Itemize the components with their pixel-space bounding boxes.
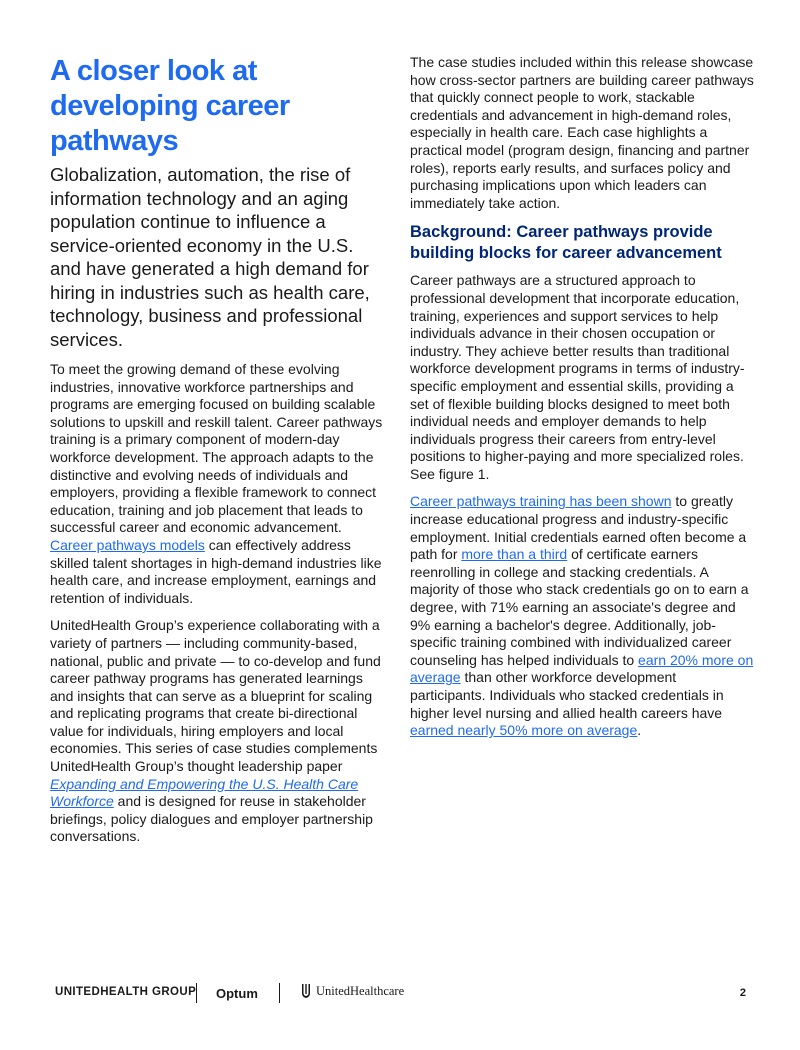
right-p3-text-b: of certificate earners reenrolling in college and stacking credentials. A majority of those who stack credentials go on to earn a degree, with 71% earning an associate's degree and 9% earning a bachelor's degree. Additionally, job-specific training combined with individualized career counseling has helped individuals to [410,546,749,668]
page-number: 2 [739,987,746,999]
left-p2-text-a: UnitedHealth Group’s experience collaborating with a variety of partners — including community-based, national, public and private — to co-develop and fund career pathway programs has generated learnings and insights that can serve as a blueprint for scaling and replicating programs that create bi-directional value for individuals, hiring employers and local economies. This series of case studies complements UnitedHealth Group’s thought leadership paper [50,617,381,775]
footer-divider-2 [279,983,280,1003]
title-line-1: A closer look at [50,55,257,87]
section-heading-background: Background: Career pathways provide building blocks for career advancement [410,223,722,263]
right-paragraph-3 [410,493,755,739]
unitedhealthcare-logo [301,983,404,999]
title-line-2: developing career [50,90,290,122]
optum-logo: Optum [216,986,258,1001]
left-p1-text-b: can effectively address skilled talent shortages in high-demand industries like health care, and increase employment, earnings and retention of individuals. [50,536,382,606]
right-p3-text-d: . [637,722,642,739]
left-paragraph-1 [50,361,386,607]
left-p2-text-b: and is designed for reuse in stakeholder briefings, policy dialogues and employer partnership conversations. [50,793,373,845]
training-shown-link[interactable]: Career pathways training has been shown [410,493,672,510]
unitedhealthcare-wordmark: UnitedHealthcare [316,983,405,998]
footer [55,983,755,1005]
left-p1-text-a: To meet the growing demand of these evolving industries, innovative workforce partnerships and programs are emerging focused on building scalable solutions to upskill and reskill talent. Career pathways training is a primary component of modern-day workforce development. The approach adapts to the distinctive and evolving needs of individuals and employers, providing a flexible framework to connect education, training and job placement that leads to successful career and economic advancement. [50,361,383,536]
right-p3-text-a: to greatly increase educational progress and industry-specific employment. Initial credentials earned often become a path for [410,493,747,563]
footer-divider-1 [196,983,197,1003]
expanding-workforce-paper-link[interactable]: Expanding and Empowering the U.S. Health Care Workforce [50,775,359,810]
career-pathways-models-link[interactable]: Career pathways models [50,536,205,553]
page-title [50,54,386,159]
uhc-shield-icon [301,983,311,999]
right-paragraph-1: The case studies included within this release showcase how cross-sector partners are building career pathways that quickly connect people to work, stackable credentials and advancement in high-demand roles, especially in health care. Each case highlights a practical model (program design, financing and partner roles), reports early results, and surfaces policy and purchasing implications upon which leaders can immediately take action. [410,54,754,211]
left-paragraph-2 [50,617,386,846]
left-column [50,54,386,856]
more-than-a-third-link[interactable]: more than a third [461,546,568,563]
earn-20-percent-link[interactable]: earn 20% more on average [410,651,754,686]
right-paragraph-2: Career pathways are a structured approach to professional development that incorporate education, training, experiences and support services to help individuals advance in their chosen occupation or industry. They achieve better results than traditional workforce development programs in terms of industry-specific employment and essential skills, providing a set of flexible building blocks designed to meet both individual needs and employer demands to help individuals progress their careers from entry-level positions to higher-paying and more specialized roles. See figure 1. [410,272,745,482]
intro-paragraph: Globalization, automation, the rise of information technology and an aging population continue to influence a service-oriented economy in the U.S. and have generated a high demand for hiring in industries such as health care, technology, business and professional services. [50,164,370,350]
right-column [410,54,755,750]
right-p3-text-c: than other workforce development participants. Individuals who stacked credentials in higher level nursing and allied health careers have [410,669,724,721]
title-line-3: pathways [50,125,179,157]
earned-50-percent-link[interactable]: earned nearly 50% more on average [410,722,638,739]
unitedhealth-group-logo: UNITEDHEALTH GROUP [55,986,197,998]
